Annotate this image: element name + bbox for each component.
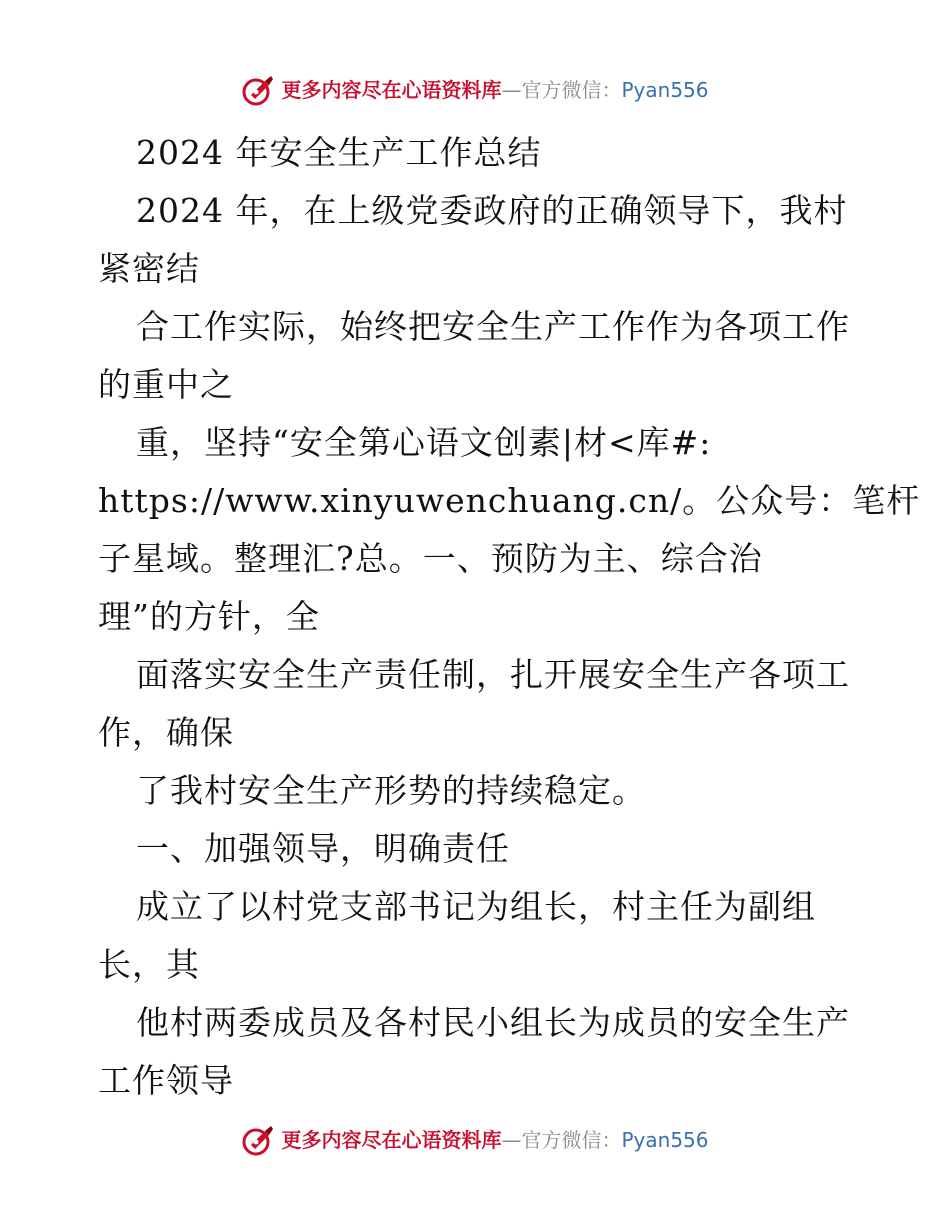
banner-wechat-label: 官方微信： (521, 1128, 622, 1152)
header-banner (0, 70, 950, 110)
document-body (98, 124, 921, 1110)
text-line: 理”的方针，全 (98, 597, 320, 636)
text-line: 成立了以村党支部书记为组长，村主任为副组 (136, 887, 816, 926)
text-line: 2024 年，在上级党委政府的正确领导下，我村 (136, 191, 848, 230)
banner-wechat-label: 官方微信： (521, 78, 622, 102)
text-line: 2024 年安全生产工作总结 (136, 133, 542, 172)
text-line: 工作领导 (98, 1061, 234, 1100)
footer-banner (0, 1120, 950, 1160)
banner-site-text: 更多内容尽在心语资料库 (281, 78, 502, 102)
text-line: 子星域。整理汇?总。一、预防为主、综合治 (98, 539, 763, 578)
banner-wechat-id: Pyan556 (621, 1128, 709, 1152)
pen-nib-circle-icon (241, 1123, 275, 1157)
text-line: 他村两委成员及各村民小组长为成员的安全生产 (136, 1003, 850, 1042)
text-line: 了我村安全生产形势的持续稳定。 (136, 771, 646, 810)
banner-site-text: 更多内容尽在心语资料库 (281, 1128, 502, 1152)
text-line: 一、加强领导，明确责任 (136, 829, 510, 868)
text-line: https://www.xinyuwenchuang.cn/。公众号：笔杆 (98, 481, 921, 520)
text-line: 合工作实际，始终把安全生产工作作为各项工作 (136, 307, 850, 346)
text-line: 长，其 (98, 945, 200, 984)
banner-dash: — (501, 78, 522, 102)
text-line: 面落实安全生产责任制，扎开展安全生产各项工 (136, 655, 850, 694)
pen-nib-circle-icon (241, 73, 275, 107)
text-line: 的重中之 (98, 365, 234, 404)
text-line: 作，确保 (98, 713, 234, 752)
banner-wechat-id: Pyan556 (621, 78, 709, 102)
text-line: 紧密结 (98, 249, 200, 288)
text-line: 重，坚持“安全第心语文创素|材<库#: (136, 423, 712, 462)
banner-dash: — (501, 1128, 522, 1152)
